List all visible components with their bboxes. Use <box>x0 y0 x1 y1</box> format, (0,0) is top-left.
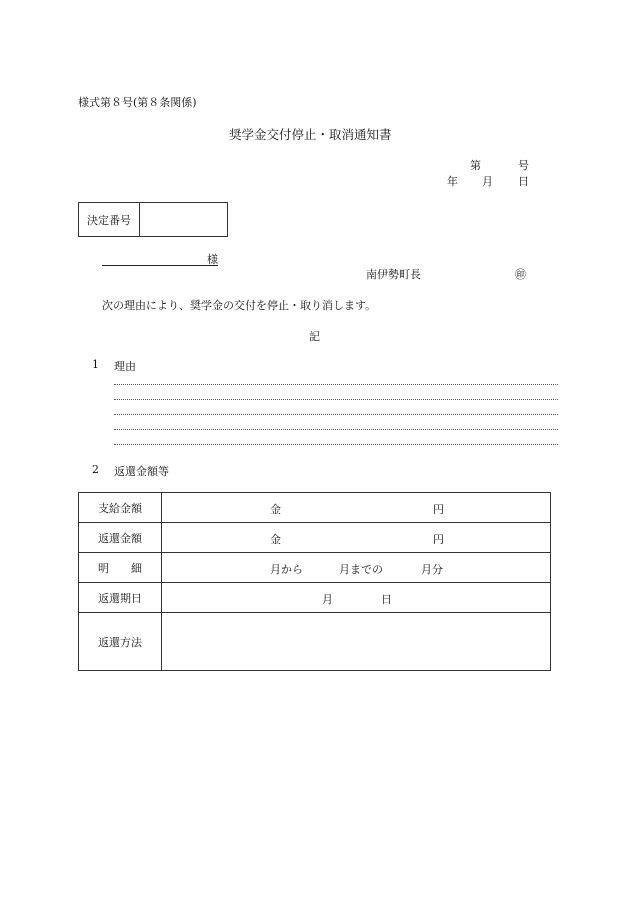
months-count: 月分 <box>421 563 443 576</box>
table-row <box>79 553 551 583</box>
decision-number-label: 決定番号 <box>79 203 140 236</box>
section1-label: 理由 <box>114 360 136 373</box>
section1-number: 1 <box>92 358 99 371</box>
breakdown-label: 明 細 <box>79 553 162 583</box>
decision-number-field[interactable] <box>140 203 227 236</box>
kin-mark: 金 <box>270 503 281 516</box>
form-id: 様式第８号(第８条関係) <box>78 96 197 109</box>
date-year: 年 <box>447 175 458 188</box>
decision-number-box <box>78 202 228 237</box>
refund-date-label: 返還期日 <box>79 583 162 613</box>
refund-date-field[interactable] <box>162 583 551 613</box>
addressee-suffix: 様 <box>207 253 218 266</box>
page-title: 奨学金交付停止・取消通知書 <box>229 127 392 142</box>
breakdown-field[interactable] <box>162 553 551 583</box>
reason-line-5[interactable] <box>114 444 558 445</box>
yen-mark: 円 <box>433 533 444 546</box>
date-day-mark: 日 <box>381 593 392 606</box>
table-row <box>79 523 551 553</box>
reason-line-1[interactable] <box>114 384 558 385</box>
issuer: 南伊勢町長 <box>366 268 421 281</box>
from-month: 月から <box>270 563 303 576</box>
refund-amount-label: 返還金額 <box>79 523 162 553</box>
reason-line-4[interactable] <box>114 429 558 430</box>
refund-method-field[interactable] <box>162 613 551 671</box>
refund-amount-field[interactable] <box>162 523 551 553</box>
refund-table <box>78 492 551 671</box>
addressee-name-field[interactable] <box>102 252 218 266</box>
payment-amount-field[interactable] <box>162 493 551 523</box>
table-row <box>79 493 551 523</box>
date-month: 月 <box>482 175 493 188</box>
section2-number: 2 <box>92 463 99 476</box>
yen-mark: 円 <box>433 503 444 516</box>
refund-method-label: 返還方法 <box>79 613 162 671</box>
payment-amount-label: 支給金額 <box>79 493 162 523</box>
table-row <box>79 613 551 671</box>
ki-heading: 記 <box>309 330 320 343</box>
body-text: 次の理由により、奨学金の交付を停止・取り消します。 <box>102 299 377 312</box>
until-month: 月までの <box>339 563 383 576</box>
reason-line-3[interactable] <box>114 414 558 415</box>
seal-mark: ㊞ <box>515 268 526 281</box>
number-go: 号 <box>518 159 529 172</box>
kin-mark: 金 <box>270 533 281 546</box>
table-row <box>79 583 551 613</box>
number-dai: 第 <box>470 159 481 172</box>
section2-label: 返還金額等 <box>114 465 169 478</box>
reason-line-2[interactable] <box>114 399 558 400</box>
date-day: 日 <box>518 175 529 188</box>
date-month-mark: 月 <box>322 593 333 606</box>
